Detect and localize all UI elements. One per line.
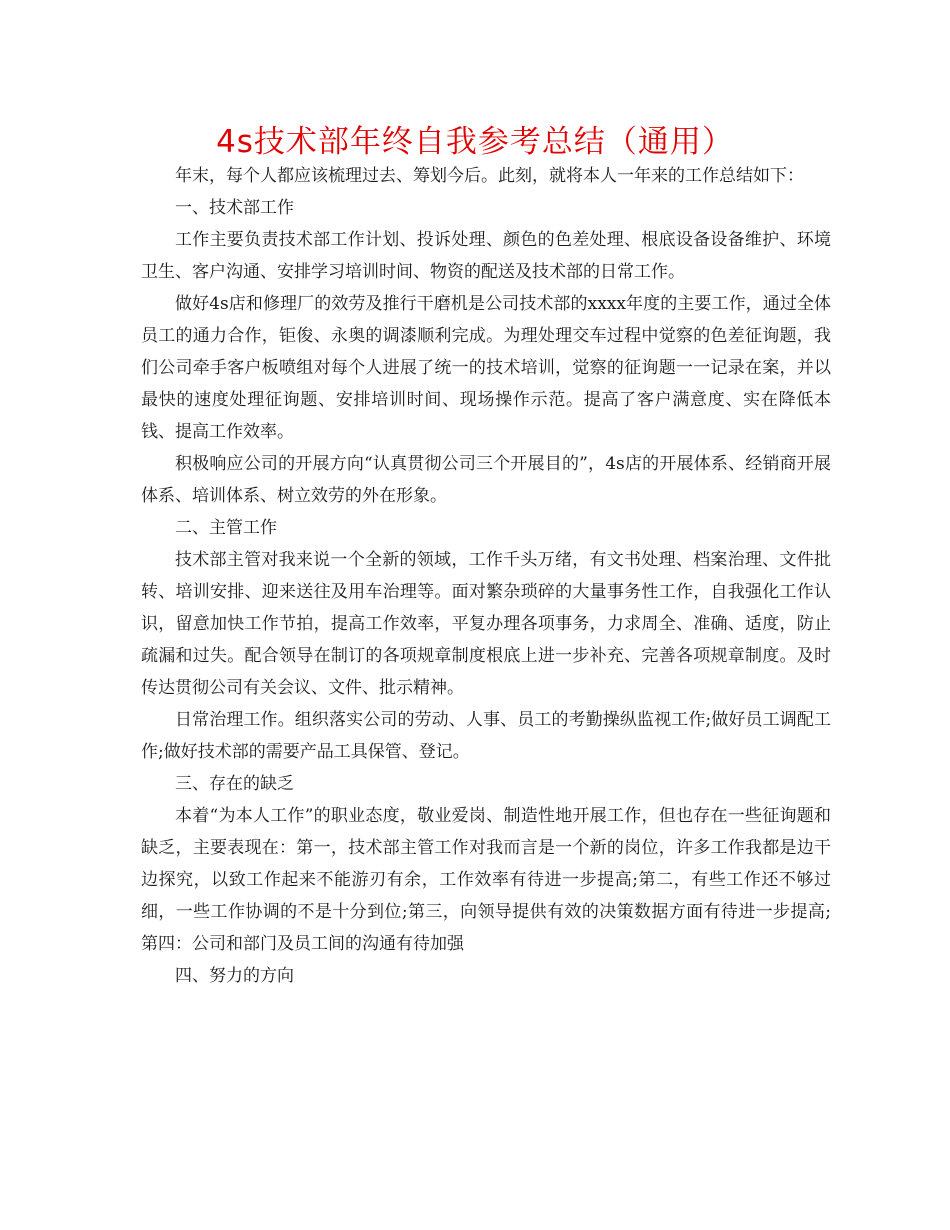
document-body [141, 160, 831, 992]
section-heading-supervisor-work: 二、主管工作 [175, 518, 277, 538]
paragraph-shortcomings: 本着“为本人工作”的职业态度，敬业爱岗、制造性地开展工作，但也存在一些征询题和缺乏，主要表现在：第一，技术部主管工作对我而言是一个新的岗位，许多工作我都是边干边探究，以致工作起来不能游刃有余，工作效率有待进一步提高;第二，有些工作还不够过细，一些工作协调的不是十分到位;第三，向领导提供有效的决策数据方面有待进一步提高;第四：公司和部门及员工间的沟通有待加强 [141, 806, 831, 954]
section-heading-direction: 四、努力的方向 [175, 966, 294, 986]
paragraph-main-work: 做好4s店和修理厂的效劳及推行干磨机是公司技术部的xxxx年度的主要工作，通过全体员工的通力合作，钜俊、永奥的调漆顺利完成。为理处理交车过程中觉察的色差征询题，我们公司牵手客户板喷组对每个人进展了统一的技术培训，觉察的征询题一一记录在案，并以最快的速度处理征询题、安排培训时间、现场操作示范。提高了客户满意度、实在降低本钱、提高工作效率。 [141, 294, 831, 442]
paragraph-responsibilities: 工作主要负责技术部工作计划、投诉处理、颜色的色差处理、根底设备设备维护、环境卫生、客户沟通、安排学习培训时间、物资的配送及技术部的日常工作。 [141, 230, 831, 282]
section-heading-shortcomings: 三、存在的缺乏 [175, 774, 294, 794]
paragraph-daily-management: 日常治理工作。组织落实公司的劳动、人事、员工的考勤操纵监视工作;做好员工调配工作;做好技术部的需要产品工具保管、登记。 [141, 710, 831, 762]
section-heading-tech-dept: 一、技术部工作 [175, 198, 294, 218]
intro-paragraph: 年末，每个人都应该梳理过去、筹划今后。此刻，就将本人一年来的工作总结如下： [175, 166, 804, 186]
paragraph-company-direction: 积极响应公司的开展方向“认真贯彻公司三个开展目的”，4s店的开展体系、经销商开展体系、培训体系、树立效劳的外在形象。 [141, 454, 831, 506]
document-title: 4s技术部年终自我参考总结（通用） [216, 124, 734, 160]
paragraph-supervisor-role: 技术部主管对我来说一个全新的领域，工作千头万绪，有文书处理、档案治理、文件批转、培训安排、迎来送往及用车治理等。面对繁杂琐碎的大量事务性工作，自我强化工作认识，留意加快工作节拍，提高工作效率，平复办理各项事务，力求周全、准确、适度，防止疏漏和过失。配合领导在制订的各项规章制度根底上进一步补充、完善各项规章制度。及时传达贯彻公司有关会议、文件、批示精神。 [141, 550, 831, 698]
